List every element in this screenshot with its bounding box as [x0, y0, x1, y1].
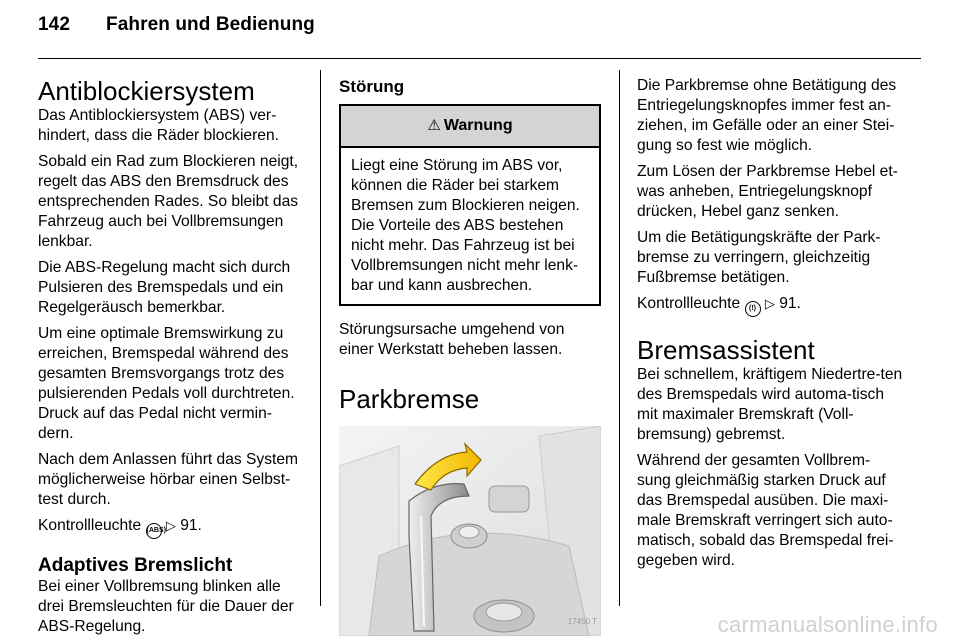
- paragraph: Um die Betätigungskräfte der Park-bremse zu verringern, gleichzeitig Fußbremse betätigen.: [637, 229, 881, 286]
- page-ref-icon: ▷: [764, 296, 775, 311]
- warning-light-reference: Kontrollleuchte (!) ▷ 91.: [637, 294, 903, 317]
- chapter-title: Fahren und Bedienung: [106, 14, 315, 35]
- page-ref-link[interactable]: 91.: [180, 517, 202, 534]
- paragraph: Die Parkbremse ohne Betätigung des Entriegelungsknopfes immer fest an-ziehen, im Gefälle oder an einer Stei-gung so fest wie möglich.: [637, 77, 897, 154]
- section-heading-abs: Antiblockiersystem: [38, 76, 255, 106]
- paragraph: Das Antiblockiersystem (ABS) ver- hindert, dass die Räder blockieren.: [38, 107, 279, 144]
- warning-triangle-icon: ⚠: [427, 117, 441, 134]
- brake-warning-icon: (!): [745, 301, 761, 317]
- subsection-heading-stoerung: Störung: [339, 77, 405, 96]
- header-rule: [38, 58, 921, 59]
- subsection-heading-bremslicht: Adaptives Bremslicht: [38, 555, 233, 576]
- paragraph: Um eine optimale Bremswirkung zu erreichen, Bremspedal während des gesamten Bremsvorgangs trotz des pulsierenden Pedals voll durchtreten. Druck auf das Pedal nicht vermin-dern.: [38, 325, 295, 442]
- left-column: [38, 76, 304, 643]
- warning-header: ⚠ Warnung: [341, 106, 599, 148]
- warning-box: [339, 104, 601, 306]
- section-heading-parkbremse: Parkbremse: [339, 384, 480, 414]
- paragraph: Bei einer Vollbremsung blinken alle drei Bremsleuchten für die Dauer der ABS-Regelung.: [38, 578, 294, 635]
- page-number: 142: [38, 14, 71, 35]
- section-heading-bremsassistent: Bremsassistent: [637, 335, 815, 365]
- paragraph: Während der gesamten Vollbrem-sung gleichmäßig starken Druck auf das Bremspedal ausüben. Die maxi-male Bremskraft verringert sich auto-matisch, sobald das Bremspedal frei-gegeben wird.: [637, 452, 894, 569]
- middle-column: [339, 76, 601, 636]
- paragraph: Störungsursache umgehend von einer Werkstatt beheben lassen.: [339, 321, 565, 358]
- abs-warning-icon: (ABS): [146, 523, 162, 539]
- parking-brake-illustration: [339, 426, 601, 636]
- paragraph: Sobald ein Rad zum Blockieren neigt, regelt das ABS den Bremsdruck des entsprechenden Rades. So bleibt das Fahrzeug auch bei Vollbremsungen lenkbar.: [38, 153, 299, 250]
- warning-text: Liegt eine Störung im ABS vor, können die Räder bei starkem Bremsen zum Blockieren neigen. Die Vorteile des ABS bestehen nicht mehr. Das Fahrzeug ist bei Vollbremsungen nicht mehr lenk-bar und kann ausbrechen.: [351, 157, 580, 294]
- column-divider-2: [619, 70, 620, 606]
- page-ref-icon: ▷: [165, 518, 176, 533]
- column-divider-1: [320, 70, 321, 606]
- paragraph: Zum Lösen der Parkbremse Hebel et-was anheben, Entriegelungsknopf drücken, Hebel ganz senken.: [637, 163, 898, 220]
- right-column: [637, 76, 903, 577]
- warning-light-reference: Kontrollleuchte (ABS) ▷ 91.: [38, 516, 304, 539]
- page-header: [38, 14, 315, 36]
- watermark: carmanualsonline.info: [717, 612, 938, 637]
- paragraph: Nach dem Anlassen führt das System möglicherweise hörbar einen Selbst-test durch.: [38, 451, 299, 508]
- page-ref-link[interactable]: 91.: [779, 295, 801, 312]
- parking-brake-photo: [339, 426, 601, 636]
- photo-code: 17450 T: [567, 617, 597, 626]
- paragraph: Die ABS-Regelung macht sich durch Pulsieren des Bremspedals und ein Regelgeräusch bemerkbar.: [38, 259, 291, 316]
- paragraph: Bei schnellem, kräftigem Niedertre-ten des Bremspedals wird automa-tisch mit maximaler Bremskraft (Voll-bremsung) gebremst.: [637, 366, 903, 443]
